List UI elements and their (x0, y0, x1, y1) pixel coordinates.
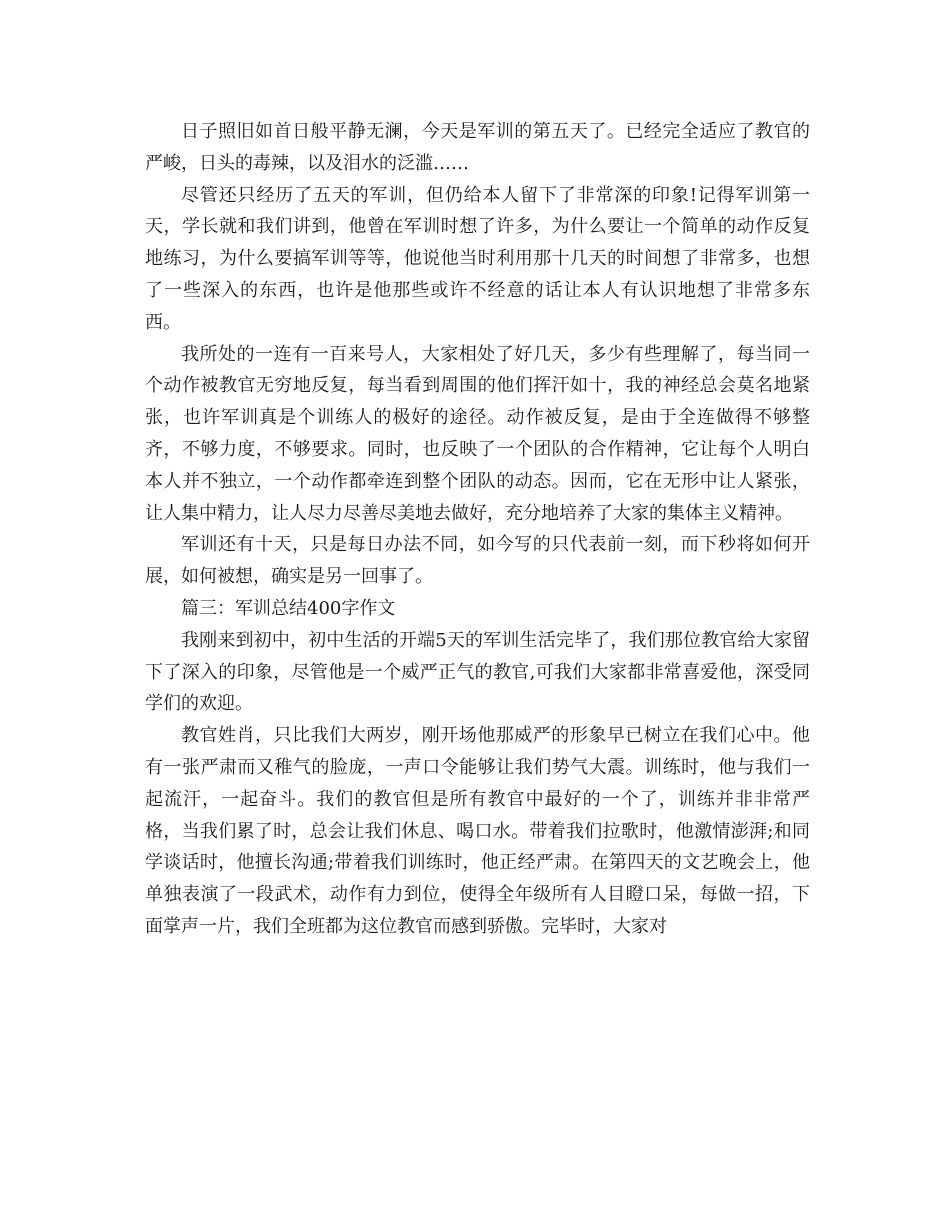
paragraph-3: 我所处的一连有一百来号人，大家相处了好几天，多少有些理解了，每当同一个动作被教官无穷地反复，每当看到周围的他们挥汗如十，我的神经总会莫名地紧张，也许军训真是个训练人的极好的途径。动作被反复，是由于全连做得不够整齐，不够力度，不够要求。同时，也反映了一个团队的合作精神，它让每个人明白本人并不独立，一个动作都牵连到整个团队的动态。因而，它在无形中让人紧张，让人集中精力，让人尽力尽善尽美地去做好，充分地培养了大家的集体主义精神。 (145, 343, 810, 524)
paragraph-1: 日子照旧如首日般平静无澜，今天是军训的第五天了。已经完全适应了教官的严峻，日头的毒辣，以及泪水的泛滥…… (145, 121, 810, 174)
section-heading: 篇三：军训总结400字作文 (181, 597, 396, 619)
paragraph-2: 尽管还只经历了五天的军训，但仍给本人留下了非常深的印象!记得军训第一天，学长就和我们讲到，他曾在军训时想了许多，为什么要让一个简单的动作反复地练习，为什么要搞军训等等，他说他当时利用那十几天的时间想了非常多，也想了一些深入的东西，也许是他那些或许不经意的话让本人有认识地想了非常多东西。 (145, 184, 810, 333)
paragraph-4: 军训还有十天，只是每日办法不同，如今写的只代表前一刻，而下秒将如何开展，如何被想，确实是另一回事了。 (145, 534, 810, 588)
document-body (145, 116, 810, 943)
paragraph-6: 教官姓肖，只比我们大两岁，刚开场他那威严的形象早已树立在我们心中。他有一张严肃而又稚气的脸庞，一声口令能够让我们势气大震。训练时，他与我们一起流汗，一起奋斗。我们的教官但是所有教官中最好的一个了，训练并非非常严格，当我们累了时，总会让我们休息、喝口水。带着我们拉歌时，他激情澎湃;和同学谈话时，他擅长沟通;带着我们训练时，他正经严肃。在第四天的文艺晚会上，他单独表演了一段武术，动作有力到位，使得全年级所有人目瞪口呆，每做一招，下面掌声一片，我们全班都为这位教官而感到骄傲。完毕时，大家对 (145, 725, 810, 937)
paragraph-5: 我刚来到初中，初中生活的开端5天的军训生活完毕了，我们那位教官给大家留下了深入的印象，尽管他是一个威严正气的教官,可我们大家都非常喜爱他，深受同学们的欢迎。 (145, 629, 810, 715)
